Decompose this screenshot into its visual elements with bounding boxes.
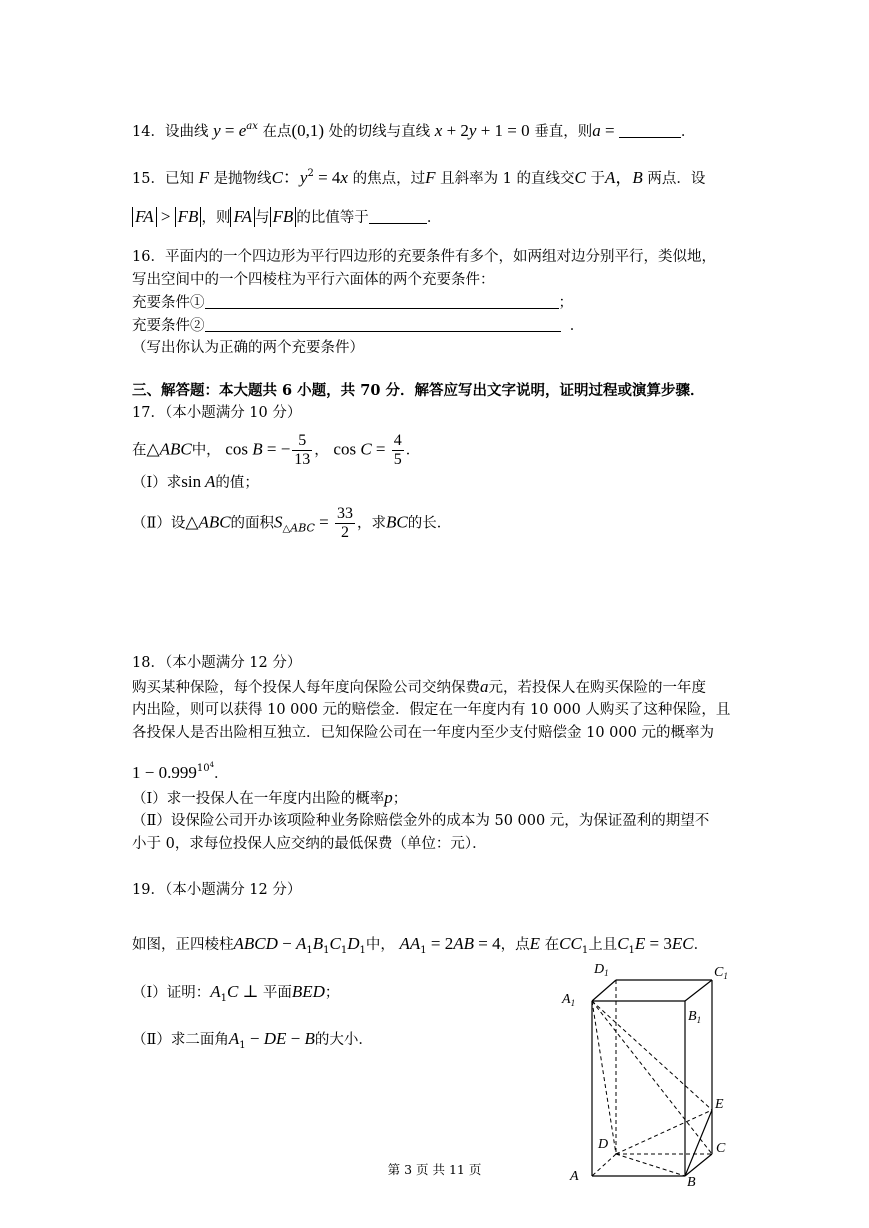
label-b1: $B_1$ bbox=[688, 1009, 702, 1025]
question-16-line2: 写出空间中的一个四棱柱为平行六面体的两个充要条件： bbox=[132, 272, 495, 288]
area-fraction: $\frac{33}{2}$ bbox=[337, 505, 353, 541]
label-c1: $C_1$ bbox=[714, 965, 728, 981]
answer-blank-15[interactable] bbox=[369, 209, 427, 224]
cosC-fraction: $\frac{4}{5}$ bbox=[393, 432, 402, 468]
edge-b1c1 bbox=[685, 980, 712, 1001]
answer-blank-16-2[interactable] bbox=[205, 317, 561, 332]
line-equation: x bbox=[434, 121, 443, 140]
question-18-header: 18．（本小题满分 12 分） bbox=[132, 655, 302, 671]
question-18-line1: 购买某种保险，每个投保人每年度向保险公司交纳保费a元，若投保人在购买保险的一年度 bbox=[132, 677, 706, 696]
question-17-part2: （Ⅱ）设△ABC的面积$S_{\triangle ABC}$ = $\frac{33}{2}$ ，求BC的长． bbox=[132, 505, 452, 541]
edge-d1a1 bbox=[592, 980, 616, 1001]
label-e: E bbox=[715, 1097, 724, 1112]
page-footer: 第 3 页 共 11 页 bbox=[387, 1162, 482, 1177]
segment-de bbox=[616, 1110, 712, 1154]
question-18-line3: 各投保人是否出险相互独立．已知保险公司在一年度内至少支付赔偿金 10 000 元的概率为 bbox=[132, 725, 714, 741]
segment-a1d bbox=[592, 1001, 616, 1154]
label-a1: $A_1$ bbox=[562, 992, 576, 1008]
question-14: 14．设曲线 $y = e^{ax}$ 在点(0,1) 处的切线与直线 x + 2y + 1 = 0 垂直，则a = ． bbox=[132, 121, 696, 140]
label-b: B bbox=[687, 1175, 696, 1188]
question-18-part2-line1: （Ⅱ）设保险公司开办该项险种业务除赔偿金外的成本为 50 000 元，为保证盈利的期望不 bbox=[132, 813, 710, 829]
label-a: A bbox=[570, 1169, 579, 1184]
section-heading: 三、解答题：本大题共 6 小题，共 70 分．解答应写出文字说明，证明过程或演算步骤． bbox=[132, 382, 705, 399]
cosB-fraction: $\frac{5}{13}$ bbox=[294, 432, 311, 468]
question-17-header: 17．（本小题满分 10 分） bbox=[132, 405, 302, 421]
prism-figure bbox=[560, 958, 740, 1188]
question-19-header: 19．（本小题满分 12 分） bbox=[132, 882, 302, 898]
question-18-probability: $1 - 0.999^{10^4}$． bbox=[132, 761, 229, 782]
answer-blank-16-1[interactable] bbox=[205, 294, 559, 309]
question-15-line2: FA > FB ，则 FA 与 FB 的比值等于 ． bbox=[132, 207, 441, 228]
question-19-part2: （Ⅱ）求二面角$A_1$ − DE − B的大小． bbox=[132, 1029, 373, 1051]
label-d1: $D_1$ bbox=[594, 962, 609, 978]
question-16-line1: 16．平面内的一个四边形为平行四边形的充要条件有多个，如两组对边分别平行，类似地， bbox=[132, 249, 716, 265]
question-15: 15．已知 F 是抛物线C：$y^2 = 4x$ 的焦点，过F 且斜率为 1 的直线交C 于A，B 两点．设 bbox=[132, 168, 706, 187]
question-18-part1: （Ⅰ）求一投保人在一年度内出险的概率p； bbox=[132, 788, 408, 807]
question-18-part2-line2: 小于 0，求每位投保人应交纳的最低保费（单位：元）． bbox=[132, 836, 487, 852]
question-16-note: （写出你认为正确的两个充要条件） bbox=[132, 340, 364, 356]
question-19-part1: （Ⅰ）证明：$A_1C$ ⊥ 平面BED； bbox=[132, 982, 340, 1004]
question-19-statement: 如图，正四棱柱ABCD − $A_1B_1C_1D_1$中， $AA_1 = 2AB = 4$，点E 在$CC_1$上且$C_1E = 3EC$． bbox=[132, 934, 709, 956]
answer-blank-14[interactable] bbox=[619, 123, 681, 138]
condition-2: 充要条件② ． bbox=[132, 318, 585, 334]
label-d: D bbox=[598, 1137, 609, 1152]
question-17-part1: （Ⅰ）求sin A的值； bbox=[132, 472, 259, 491]
curve-equation: y bbox=[213, 121, 221, 140]
question-17-statement: 在△ABC中， cos B = − $\frac{5}{13}$ ， cos C = $\frac{4}{5}$ ． bbox=[132, 432, 421, 468]
question-18-line2: 内出险，则可以获得 10 000 元的赔偿金．假定在一年度内有 10 000 人购买了这种保险，且 bbox=[132, 702, 731, 718]
condition-1: 充要条件① ； bbox=[132, 295, 573, 311]
label-c: C bbox=[716, 1141, 726, 1156]
